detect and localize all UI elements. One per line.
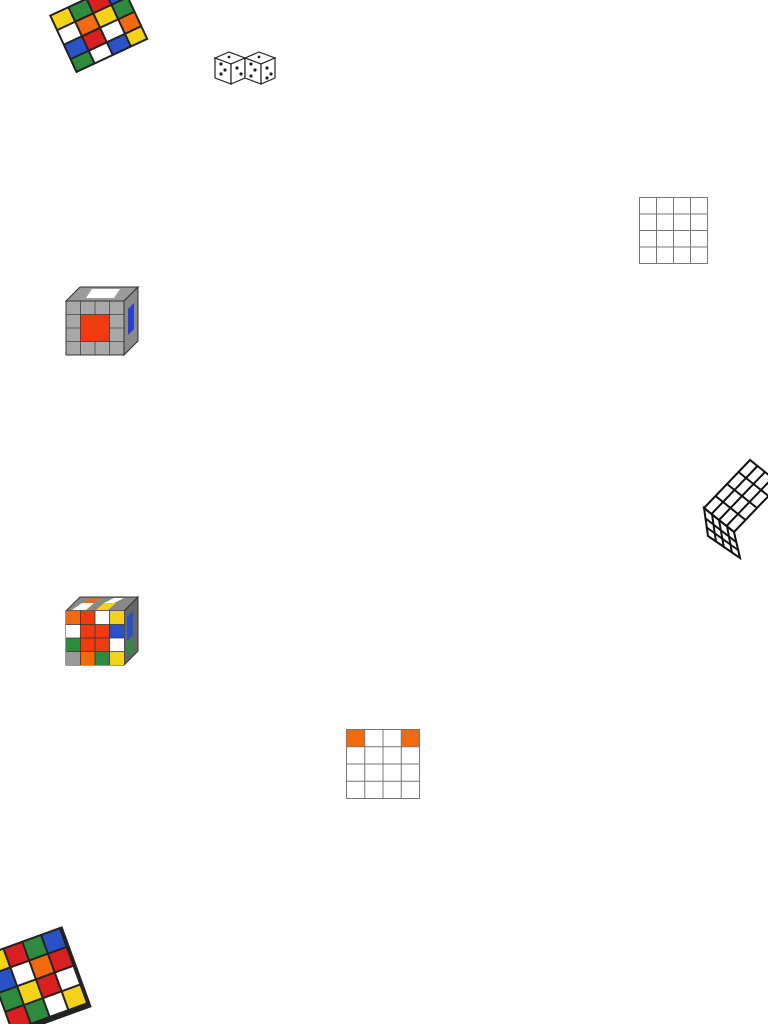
rubik-cube-top-left-image: [40, 0, 160, 70]
etape1-cube-image: [62, 285, 140, 357]
wireframe-cube-image: [700, 440, 768, 560]
edge-pair-target-grid: [346, 729, 422, 801]
move-sequence: [56, 820, 716, 882]
rubik-cube-bottom-left-image: [0, 915, 90, 1024]
etape2-cube-image: [62, 595, 140, 667]
face-avant-grid: [639, 197, 709, 265]
twins-cuber-logo-icon: [213, 48, 279, 88]
